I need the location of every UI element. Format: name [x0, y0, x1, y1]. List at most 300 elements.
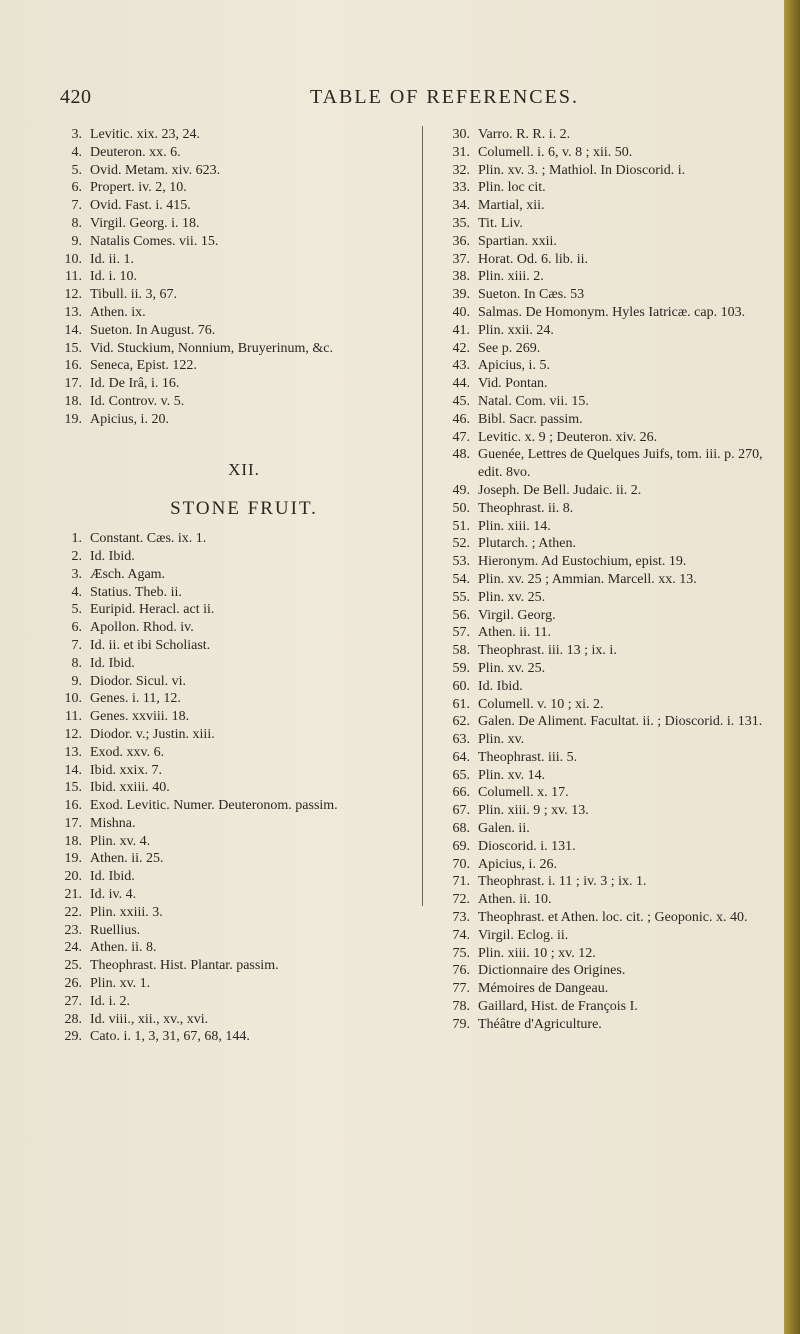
reference-number: 30.	[452, 127, 470, 142]
reference-entry	[432, 446, 768, 482]
reference-text: Statius. Theb. ii.	[90, 584, 182, 600]
reference-entry	[432, 998, 768, 1016]
reference-text: Id. iv. 4.	[90, 887, 137, 903]
reference-text: Propert. iv. 2, 10.	[90, 180, 187, 196]
reference-list-right	[432, 126, 768, 1034]
reference-entry	[44, 304, 414, 322]
reference-entry	[44, 530, 414, 548]
reference-number: 60.	[452, 678, 470, 694]
reference-number: 25.	[64, 958, 82, 974]
reference-entry	[44, 797, 414, 815]
reference-text: Galen. ii.	[478, 821, 530, 837]
reference-number: 71.	[452, 874, 470, 890]
reference-text: Id. i. 10.	[90, 269, 138, 285]
reference-number: 69.	[452, 838, 470, 854]
reference-number: 22.	[64, 904, 82, 920]
reference-entry	[44, 850, 414, 868]
reference-text: Id. De Irâ, i. 16.	[90, 376, 180, 392]
reference-number: 12.	[64, 287, 82, 303]
reference-entry	[432, 500, 768, 518]
reference-text: Joseph. De Bell. Judaic. ii. 2.	[478, 482, 642, 498]
reference-text: Diodor. Sicul. vi.	[90, 673, 187, 689]
reference-text: Plin. xiii. 2.	[478, 269, 544, 285]
reference-entry	[44, 886, 414, 904]
reference-text: Id. Ibid.	[478, 678, 523, 694]
reference-number: 14.	[64, 762, 82, 778]
reference-entry	[44, 251, 414, 269]
reference-number: 52.	[452, 536, 470, 552]
reference-entry	[44, 726, 414, 744]
reference-number: 39.	[452, 287, 470, 303]
reference-entry	[432, 767, 768, 785]
reference-text: Galen. De Aliment. Facultat. ii. ; Dioscorid. i. 131.	[478, 714, 763, 730]
reference-number: 11.	[65, 269, 82, 285]
reference-number: 27.	[64, 993, 82, 1009]
reference-number: 56.	[452, 607, 470, 623]
reference-number: 4.	[71, 144, 82, 160]
page-edge	[784, 0, 800, 1334]
reference-text: Id. ii. 1.	[90, 251, 134, 267]
reference-number: 74.	[452, 927, 470, 943]
reference-entry	[44, 868, 414, 886]
reference-entry	[432, 1016, 768, 1034]
reference-number: 9.	[71, 233, 82, 249]
reference-entry	[432, 215, 768, 233]
reference-text: Vid. Pontan.	[478, 376, 548, 392]
reference-entry	[432, 784, 768, 802]
reference-number: 17.	[64, 376, 82, 392]
reference-text: Tit. Liv.	[478, 215, 523, 231]
reference-entry	[432, 749, 768, 767]
reference-list-top	[44, 126, 414, 429]
reference-number: 58.	[452, 643, 470, 659]
reference-entry	[44, 601, 414, 619]
reference-entry	[44, 548, 414, 566]
reference-number: 26.	[64, 976, 82, 992]
reference-number: 33.	[452, 180, 470, 196]
reference-number: 7.	[71, 637, 82, 653]
reference-entry	[44, 340, 414, 358]
reference-text: Tibull. ii. 3, 67.	[90, 287, 178, 303]
reference-number: 7.	[71, 198, 82, 214]
reference-number: 53.	[452, 554, 470, 570]
reference-number: 8.	[71, 655, 82, 671]
reference-text: Apicius, i. 20.	[90, 411, 169, 427]
reference-text: Exod. Levitic. Numer. Deuteronom. passim.	[90, 798, 338, 814]
reference-entry	[44, 904, 414, 922]
reference-entry	[44, 215, 414, 233]
reference-number: 10.	[64, 691, 82, 707]
reference-entry	[44, 286, 414, 304]
reference-entry	[432, 322, 768, 340]
reference-number: 66.	[452, 785, 470, 801]
reference-entry	[432, 375, 768, 393]
reference-entry	[432, 304, 768, 322]
reference-number: 50.	[452, 500, 470, 516]
reference-text: Plin. xv. 3. ; Mathiol. In Dioscorid. i.	[478, 162, 686, 178]
reference-number: 32.	[452, 162, 470, 178]
reference-entry	[44, 815, 414, 833]
reference-number: 19.	[64, 411, 82, 427]
reference-text: Id. Ibid.	[90, 548, 135, 564]
reference-text: Deuteron. xx. 6.	[90, 144, 181, 160]
reference-number: 62.	[452, 714, 470, 730]
reference-entry	[432, 179, 768, 197]
left-column	[44, 126, 414, 1046]
reference-entry	[432, 144, 768, 162]
reference-text: Sueton. In Cæs. 53	[478, 287, 585, 303]
reference-number: 44.	[452, 376, 470, 392]
reference-number: 4.	[71, 584, 82, 600]
reference-text: Plin. xiii. 14.	[478, 518, 551, 534]
reference-text: Athen. ix.	[90, 304, 146, 320]
reference-text: Bibl. Sacr. passim.	[478, 411, 583, 427]
reference-text: Mishna.	[90, 815, 136, 831]
reference-text: Virgil. Eclog. ii.	[478, 927, 569, 943]
reference-number: 20.	[64, 869, 82, 885]
reference-number: 24.	[64, 940, 82, 956]
reference-number: 28.	[64, 1011, 82, 1027]
reference-text: Id. Ibid.	[90, 655, 135, 671]
reference-entry	[44, 375, 414, 393]
reference-number: 5.	[71, 162, 82, 178]
reference-text: Spartian. xxii.	[478, 233, 557, 249]
reference-text: Diodor. v.; Justin. xiii.	[90, 726, 215, 742]
reference-entry	[432, 553, 768, 571]
reference-number: 43.	[452, 358, 470, 374]
reference-number: 67.	[452, 803, 470, 819]
reference-entry	[432, 945, 768, 963]
reference-text: Theophrast. ii. 8.	[478, 500, 574, 516]
reference-entry	[432, 838, 768, 856]
reference-number: 63.	[452, 732, 470, 748]
reference-text: Plin. xv.	[478, 732, 525, 748]
reference-text: Seneca, Epist. 122.	[90, 358, 197, 374]
reference-number: 18.	[64, 833, 82, 849]
reference-entry	[432, 589, 768, 607]
reference-entry	[44, 162, 414, 180]
reference-entry	[44, 566, 414, 584]
reference-entry	[432, 411, 768, 429]
reference-entry	[44, 762, 414, 780]
reference-entry	[432, 233, 768, 251]
reference-text: Plutarch. ; Athen.	[478, 536, 576, 552]
reference-text: Ruellius.	[90, 922, 141, 938]
reference-text: Columell. i. 6, v. 8 ; xii. 50.	[478, 144, 633, 160]
reference-number: 3.	[71, 127, 82, 142]
reference-list-stone-fruit	[44, 530, 414, 1046]
reference-entry	[432, 980, 768, 998]
reference-text: Genes. i. 11, 12.	[90, 691, 181, 707]
reference-text: Théâtre d'Agriculture.	[478, 1016, 602, 1032]
reference-number: 16.	[64, 798, 82, 814]
reference-entry	[44, 1011, 414, 1029]
reference-number: 9.	[71, 673, 82, 689]
reference-number: 15.	[64, 780, 82, 796]
reference-entry	[44, 322, 414, 340]
reference-number: 6.	[71, 620, 82, 636]
reference-text: Id. i. 2.	[90, 993, 131, 1009]
reference-number: 78.	[452, 999, 470, 1015]
reference-entry	[44, 126, 414, 144]
reference-number: 18.	[64, 393, 82, 409]
reference-text: Vid. Stuckium, Nonnium, Bruyerinum, &c.	[90, 340, 333, 356]
reference-entry	[44, 584, 414, 602]
reference-number: 6.	[71, 180, 82, 196]
reference-number: 12.	[64, 726, 82, 742]
reference-entry	[432, 678, 768, 696]
reference-number: 1.	[71, 531, 82, 547]
reference-number: 40.	[452, 304, 470, 320]
reference-text: Plin. xv. 4.	[90, 833, 151, 849]
reference-number: 41.	[452, 322, 470, 338]
reference-text: Æsch. Agam.	[90, 566, 166, 582]
reference-entry	[44, 655, 414, 673]
reference-number: 2.	[71, 548, 82, 564]
reference-number: 47.	[452, 429, 470, 445]
reference-text: Hieronym. Ad Eustochium, epist. 19.	[478, 554, 687, 570]
reference-text: Id. Ibid.	[90, 869, 135, 885]
reference-number: 36.	[452, 233, 470, 249]
reference-entry	[432, 340, 768, 358]
reference-text: Plin. xiii. 10 ; xv. 12.	[478, 945, 596, 961]
reference-entry	[44, 922, 414, 940]
reference-entry	[44, 708, 414, 726]
reference-entry	[44, 957, 414, 975]
reference-number: 13.	[64, 744, 82, 760]
reference-entry	[44, 179, 414, 197]
reference-entry	[44, 144, 414, 162]
reference-number: 77.	[452, 981, 470, 997]
reference-number: 8.	[71, 215, 82, 231]
reference-entry	[432, 873, 768, 891]
reference-number: 5.	[71, 602, 82, 618]
reference-entry	[44, 197, 414, 215]
reference-number: 29.	[64, 1029, 82, 1045]
reference-text: Exod. xxv. 6.	[90, 744, 165, 760]
reference-text: Athen. ii. 8.	[90, 940, 157, 956]
reference-number: 34.	[452, 198, 470, 214]
reference-number: 19.	[64, 851, 82, 867]
reference-entry	[44, 779, 414, 797]
reference-number: 13.	[64, 304, 82, 320]
reference-text: Theophrast. iii. 13 ; ix. i.	[478, 643, 617, 659]
reference-number: 51.	[452, 518, 470, 534]
reference-text: Salmas. De Homonym. Hyles Iatricæ. cap. 103.	[478, 304, 746, 320]
reference-text: Apicius, i. 26.	[478, 856, 557, 872]
reference-text: Virgil. Georg. i. 18.	[90, 215, 200, 231]
reference-entry	[44, 619, 414, 637]
reference-number: 37.	[452, 251, 470, 267]
reference-entry	[44, 975, 414, 993]
reference-number: 42.	[452, 340, 470, 356]
reference-text: Sueton. In August. 76.	[90, 322, 216, 338]
reference-number: 10.	[64, 251, 82, 267]
reference-entry	[44, 744, 414, 762]
reference-text: Athen. ii. 10.	[478, 892, 552, 908]
reference-entry	[432, 713, 768, 731]
page-header	[0, 86, 784, 116]
reference-text: Athen. ii. 25.	[90, 851, 164, 867]
reference-entry	[432, 624, 768, 642]
reference-text: Id. ii. et ibi Scholiast.	[90, 637, 211, 653]
reference-entry	[432, 731, 768, 749]
reference-entry	[432, 891, 768, 909]
page-number: 420	[60, 86, 92, 108]
reference-text: See p. 269.	[478, 340, 541, 356]
reference-entry	[44, 411, 414, 429]
reference-text: Athen. ii. 11.	[478, 625, 551, 641]
reference-entry	[432, 535, 768, 553]
reference-text: Guenée, Lettres de Quelques Juifs, tom. iii. p. 270, edit. 8vo.	[478, 447, 763, 481]
reference-number: 75.	[452, 945, 470, 961]
reference-entry	[432, 927, 768, 945]
reference-entry	[432, 251, 768, 269]
reference-text: Plin. xv. 1.	[90, 976, 151, 992]
reference-entry	[432, 962, 768, 980]
reference-number: 15.	[64, 340, 82, 356]
reference-entry	[432, 909, 768, 927]
reference-text: Natal. Com. vii. 15.	[478, 393, 589, 409]
reference-text: Dictionnaire des Origines.	[478, 963, 626, 979]
reference-entry	[44, 268, 414, 286]
reference-text: Id. Controv. v. 5.	[90, 393, 185, 409]
reference-entry	[44, 233, 414, 251]
reference-text: Plin. xxiii. 3.	[90, 904, 163, 920]
reference-entry	[432, 162, 768, 180]
reference-text: Apollon. Rhod. iv.	[90, 620, 194, 636]
running-title: TABLE OF REFERENCES.	[310, 86, 579, 108]
reference-entry	[44, 393, 414, 411]
reference-entry	[432, 802, 768, 820]
reference-text: Theophrast. iii. 5.	[478, 749, 578, 765]
reference-entry	[44, 673, 414, 691]
reference-entry	[44, 637, 414, 655]
reference-text: Plin. loc cit.	[478, 180, 546, 196]
reference-text: Ibid. xxiii. 40.	[90, 780, 170, 796]
reference-number: 21.	[64, 887, 82, 903]
reference-text: Euripid. Heracl. act ii.	[90, 602, 215, 618]
reference-number: 79.	[452, 1016, 470, 1032]
reference-text: Varro. R. R. i. 2.	[478, 127, 571, 142]
reference-number: 35.	[452, 215, 470, 231]
reference-number: 61.	[452, 696, 470, 712]
reference-entry	[432, 820, 768, 838]
reference-text: Cato. i. 1, 3, 31, 67, 68, 144.	[90, 1029, 250, 1045]
reference-number: 76.	[452, 963, 470, 979]
reference-number: 11.	[65, 709, 82, 725]
reference-entry	[432, 482, 768, 500]
reference-text: Natalis Comes. vii. 15.	[90, 233, 219, 249]
reference-number: 3.	[71, 566, 82, 582]
reference-text: Columell. v. 10 ; xi. 2.	[478, 696, 604, 712]
reference-entry	[432, 696, 768, 714]
reference-text: Dioscorid. i. 131.	[478, 838, 576, 854]
reference-number: 73.	[452, 910, 470, 926]
reference-entry	[44, 690, 414, 708]
reference-entry	[432, 518, 768, 536]
reference-number: 57.	[452, 625, 470, 641]
reference-number: 14.	[64, 322, 82, 338]
reference-entry	[432, 357, 768, 375]
reference-entry	[44, 833, 414, 851]
reference-number: 16.	[64, 358, 82, 374]
reference-number: 31.	[452, 144, 470, 160]
reference-text: Levitic. xix. 23, 24.	[90, 127, 201, 142]
section-number: XII.	[228, 459, 260, 479]
reference-text: Plin. xv. 25 ; Ammian. Marcell. xx. 13.	[478, 571, 697, 587]
reference-text: Plin. xiii. 9 ; xv. 13.	[478, 803, 589, 819]
reference-number: 68.	[452, 821, 470, 837]
reference-entry	[44, 1028, 414, 1046]
reference-text: Ibid. xxix. 7.	[90, 762, 162, 778]
reference-text: Gaillard, Hist. de François I.	[478, 999, 638, 1015]
reference-text: Mémoires de Dangeau.	[478, 981, 609, 997]
reference-number: 48.	[452, 447, 470, 463]
reference-text: Theophrast. Hist. Plantar. passim.	[90, 958, 279, 974]
reference-entry	[432, 126, 768, 144]
reference-text: Ovid. Fast. i. 415.	[90, 198, 191, 214]
reference-text: Genes. xxviii. 18.	[90, 709, 190, 725]
reference-text: Plin. xv. 14.	[478, 767, 546, 783]
reference-text: Constant. Cæs. ix. 1.	[90, 531, 207, 547]
reference-number: 64.	[452, 749, 470, 765]
reference-number: 45.	[452, 393, 470, 409]
reference-entry	[432, 642, 768, 660]
reference-entry	[432, 660, 768, 678]
right-column	[432, 126, 768, 1034]
reference-text: Apicius, i. 5.	[478, 358, 550, 374]
reference-text: Theophrast. i. 11 ; iv. 3 ; ix. 1.	[478, 874, 647, 890]
reference-entry	[432, 571, 768, 589]
reference-text: Virgil. Georg.	[478, 607, 556, 623]
reference-text: Plin. xv. 25.	[478, 589, 546, 605]
reference-text: Horat. Od. 6. lib. ii.	[478, 251, 589, 267]
reference-number: 49.	[452, 482, 470, 498]
section-title: STONE FRUIT.	[170, 498, 318, 520]
reference-entry	[432, 393, 768, 411]
reference-text: Plin. xxii. 24.	[478, 322, 554, 338]
reference-number: 38.	[452, 269, 470, 285]
reference-text: Ovid. Metam. xiv. 623.	[90, 162, 221, 178]
reference-text: Levitic. x. 9 ; Deuteron. xiv. 26.	[478, 429, 658, 445]
reference-number: 55.	[452, 589, 470, 605]
reference-number: 54.	[452, 571, 470, 587]
reference-number: 17.	[64, 815, 82, 831]
reference-entry	[44, 357, 414, 375]
reference-text: Theophrast. et Athen. loc. cit. ; Geoponic. x. 40.	[478, 910, 748, 926]
reference-number: 72.	[452, 892, 470, 908]
reference-number: 23.	[64, 922, 82, 938]
reference-entry	[432, 268, 768, 286]
reference-text: Plin. xv. 25.	[478, 660, 546, 676]
column-divider	[422, 126, 423, 906]
reference-number: 65.	[452, 767, 470, 783]
reference-number: 46.	[452, 411, 470, 427]
reference-text: Id. viii., xii., xv., xvi.	[90, 1011, 209, 1027]
reference-entry	[432, 856, 768, 874]
reference-number: 70.	[452, 856, 470, 872]
reference-entry	[44, 993, 414, 1011]
reference-text: Martial, xii.	[478, 198, 545, 214]
reference-entry	[432, 429, 768, 447]
reference-text: Columell. x. 17.	[478, 785, 569, 801]
reference-entry	[44, 939, 414, 957]
reference-entry	[432, 197, 768, 215]
reference-entry	[432, 607, 768, 625]
reference-entry	[432, 286, 768, 304]
reference-number: 59.	[452, 660, 470, 676]
